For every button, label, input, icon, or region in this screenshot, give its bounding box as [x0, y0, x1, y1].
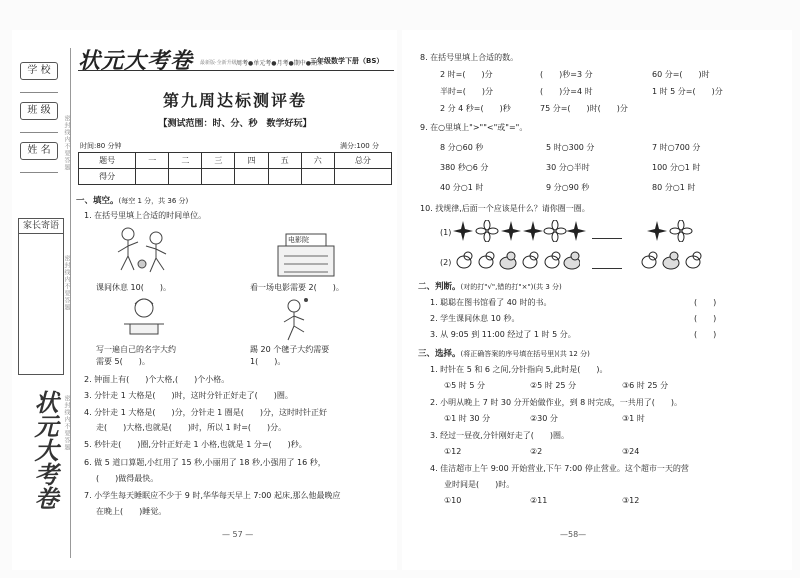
q8-r1-c3: 60 分=( )时 — [652, 70, 710, 79]
family-note-box — [18, 218, 64, 375]
score-header-cell: 三 — [202, 153, 235, 169]
s3-q3-opt2[interactable]: ②2 — [530, 447, 543, 456]
s3-q4-opt2[interactable]: ②11 — [530, 496, 548, 505]
q8-r1-c1: 2 时=( )分 — [440, 70, 493, 79]
class-label: 班 级 — [20, 102, 58, 120]
section1-title: 一、填空。 — [76, 196, 119, 206]
score-cell[interactable] — [202, 169, 235, 185]
duck-icon — [564, 252, 580, 269]
chick-icon[interactable] — [686, 252, 701, 268]
s3-q4-opt3[interactable]: ③12 — [622, 496, 640, 505]
duck-icon — [500, 252, 516, 269]
clover-icon — [544, 220, 566, 242]
section1-note: (每空 1 分，共 36 分) — [118, 197, 189, 205]
q9-r2-c2: 30 分○半时 — [546, 163, 590, 172]
score-header-cell: 一 — [136, 153, 169, 169]
score-cell[interactable] — [136, 169, 169, 185]
q10-options-2[interactable] — [640, 250, 706, 272]
s1-q1c-line2: 需要 5( )。 — [96, 357, 150, 366]
s3-q2-opt1[interactable]: ①1 时 30 分 — [444, 414, 491, 423]
s1-q7-line1: 7. 小学生每天睡眠应不少于 9 时,华华每天早上 7:00 起床,那么他最晚应 — [84, 491, 341, 500]
q9-r3-c2: 9 分○90 秒 — [546, 183, 590, 192]
s1-q7-line2: 在晚上( )睡觉。 — [96, 507, 167, 516]
section2-heading — [418, 280, 562, 292]
q8-r1-c2: ( )秒=3 分 — [540, 70, 593, 79]
four-point-star-icon — [453, 221, 473, 241]
chick-icon — [479, 252, 494, 268]
school-label: 学 校 — [20, 62, 58, 80]
girl-writing-illustration — [120, 296, 168, 338]
score-header-cell: 二 — [169, 153, 202, 169]
name-line — [20, 172, 58, 173]
four-point-star-icon — [523, 221, 543, 241]
q10-answer-line-2[interactable] — [592, 268, 622, 269]
q10-label-2: (2) — [440, 258, 452, 267]
s3-q1-opt3[interactable]: ③6 时 25 分 — [622, 381, 669, 390]
s3-q3-opt3[interactable]: ③24 — [622, 447, 640, 456]
q8-r2-c1: 半时=( )分 — [440, 87, 493, 96]
duck-icon[interactable] — [663, 252, 679, 269]
s3-q1-opt2[interactable]: ②5 时 25 分 — [530, 381, 577, 390]
strip-logo: 状元大考卷 — [30, 390, 59, 510]
s3-q4-line1: 4. 佳洁超市上午 9:00 开始营业,下午 7:00 停止营业。这个超市一天的营 — [430, 464, 689, 473]
section3-note: (将正确答案的序号填在括号里)(共 12 分) — [460, 350, 590, 358]
s1-q4-line2: 走( )大格,也就是( )时，所以 1 时=( )分。 — [96, 423, 287, 432]
four-point-star-icon — [501, 221, 521, 241]
page-number-left: — 57 — — [222, 530, 254, 539]
school-line — [20, 92, 58, 93]
score-row-label: 得分 — [79, 169, 136, 185]
section1-heading — [76, 194, 188, 206]
score-cell[interactable] — [301, 169, 334, 185]
header-rule — [78, 70, 394, 71]
s1-q4-line1: 4. 分针走 1 大格是( )分，分针走 1 圈是( )分，这时时针正好 — [84, 408, 328, 417]
exam-types: 周考●单元考●月考●期中●期末 — [236, 60, 323, 67]
s2-item-3-answer[interactable]: ( ) — [694, 330, 717, 339]
s3-q1: 1. 时针在 5 和 6 之间,分针指向 5,此时是( )。 — [430, 365, 608, 374]
q10-options-1[interactable] — [646, 220, 694, 242]
score-header-cell: 六 — [301, 153, 334, 169]
q9-r1-c3: 7 时○700 分 — [652, 143, 701, 152]
q10-pattern-2 — [455, 250, 580, 272]
s2-item-1-answer[interactable]: ( ) — [694, 298, 717, 307]
name-label: 姓 名 — [20, 142, 58, 160]
s2-item-3: 3. 从 9:05 到 11:00 经过了 1 时 5 分。 — [430, 330, 576, 339]
family-note-title: 家长寄语 — [19, 219, 63, 234]
q8-r2-c3: 1 时 5 分=( )分 — [652, 87, 723, 96]
q8-title: 8. 在括号里填上合适的数。 — [420, 53, 519, 62]
q10-title: 10. 找规律,后面一个应该是什么？请你圈一圈。 — [420, 204, 590, 213]
q9-title: 9. 在○里填上">""<"或"="。 — [420, 123, 528, 132]
section3-heading — [418, 347, 590, 359]
class-line — [20, 132, 58, 133]
score-header-cell: 五 — [268, 153, 301, 169]
s1-q1d-line1: 踢 20 个毽子大约需要 — [250, 345, 330, 354]
s1-q3: 3. 分针走 1 大格是( )时，这时分针正好走了( )圈。 — [84, 391, 293, 400]
seal-text-3: 密封线内不要答题 — [63, 395, 70, 451]
score-header-cell: 题号 — [79, 153, 136, 169]
s1-q6-line1: 6. 做 5 道口算题,小红用了 15 秒,小丽用了 18 秒,小强用了 16 秒， — [84, 458, 326, 467]
q8-r3-c1: 2 分 4 秒=( )秒 — [440, 104, 511, 113]
kid-kicking-shuttlecock-illustration — [278, 296, 312, 342]
q10-pattern-1 — [452, 220, 587, 242]
s1-q5: 5. 秒针走( )圈,分针正好走 1 小格,也就是 1 分=( )秒。 — [84, 440, 307, 449]
score-table-score-row — [79, 169, 392, 185]
s3-q3: 3. 经过一昼夜,分针刚好走了( )圈。 — [430, 431, 569, 440]
s1-q1c-line1: 写一遍自己的名字大约 — [96, 345, 176, 354]
section2-note: (对的打"√",错的打"×")(共 3 分) — [460, 283, 562, 291]
score-table — [78, 152, 392, 185]
s3-q3-opt1[interactable]: ①12 — [444, 447, 462, 456]
q10-answer-line-1[interactable] — [592, 238, 622, 239]
s1-q1: 1. 在括号里填上合适的时间单位。 — [84, 211, 207, 220]
chick-icon — [457, 252, 472, 268]
cinema-sign: 电影院 — [288, 236, 309, 244]
s3-q4-opt1[interactable]: ①10 — [444, 496, 462, 505]
section2-title: 二、判断。 — [418, 282, 461, 292]
score-cell[interactable] — [268, 169, 301, 185]
clover-icon — [476, 220, 498, 242]
q9-r1-c1: 8 分○60 秒 — [440, 143, 484, 152]
four-point-star-icon[interactable] — [647, 221, 667, 241]
chick-icon[interactable] — [642, 252, 657, 268]
score-header-cell: 四 — [235, 153, 268, 169]
q9-r2-c1: 380 秒○6 分 — [440, 163, 489, 172]
s3-q2-opt3[interactable]: ③1 时 — [622, 414, 645, 423]
section3-title: 三、选择。 — [418, 349, 461, 359]
chick-icon — [545, 252, 560, 268]
s1-q1b: 看一场电影需要 2( )。 — [250, 283, 344, 292]
s1-q1a: 课间休息 10( )。 — [96, 283, 171, 292]
kids-playing-illustration — [112, 224, 172, 276]
score-cell[interactable] — [235, 169, 268, 185]
s1-q6-line2: ( )做得最快。 — [96, 474, 159, 483]
s1-q2: 2. 钟面上有( )个大格,( )个小格。 — [84, 375, 230, 384]
s2-item-1: 1. 聪聪在图书馆看了 40 时的书。 — [430, 298, 552, 307]
chick-icon — [523, 252, 538, 268]
logo-badge: 最新版·全新升级 — [200, 60, 237, 66]
s3-q2: 2. 小明从晚上 7 时 30 分开始做作业，到 8 时完成，一共用了( )。 — [430, 398, 683, 407]
clover-icon[interactable] — [670, 220, 692, 242]
s2-item-2: 2. 学生课间休息 10 秒。 — [430, 314, 520, 323]
four-point-star-icon — [566, 221, 586, 241]
q9-r1-c2: 5 时○300 分 — [546, 143, 595, 152]
seal-text-2: 密封线内不要答题 — [63, 255, 70, 311]
time-limit: 时间:80 分钟 — [80, 142, 122, 150]
score-cell[interactable] — [334, 169, 391, 185]
grade-label: 二年级数学下册（BS） — [310, 57, 384, 65]
q9-r3-c3: 80 分○1 时 — [652, 183, 696, 192]
seal-text-1: 密封线内不要答题 — [63, 115, 70, 171]
s3-q2-opt2[interactable]: ②30 分 — [530, 414, 558, 423]
score-cell[interactable] — [169, 169, 202, 185]
s1-q1d-line2: 1( )。 — [250, 357, 286, 366]
q9-r3-c1: 40 分○1 时 — [440, 183, 484, 192]
full-score: 满分:100 分 — [340, 142, 379, 150]
score-table-header-row — [79, 153, 392, 169]
page-number-right: —58— — [560, 530, 587, 539]
q10-label-1: (1) — [440, 228, 452, 237]
brand-logo: 状元大考卷 — [78, 48, 194, 74]
score-header-cell: 总分 — [334, 153, 391, 169]
q9-r2-c3: 100 分○1 时 — [652, 163, 701, 172]
s2-item-2-answer[interactable]: ( ) — [694, 314, 717, 323]
test-scope: 【测试范围：时、分、秒 数学好玩】 — [158, 119, 312, 129]
s3-q1-opt1[interactable]: ①5 时 5 分 — [444, 381, 485, 390]
page-title: 第九周达标测评卷 — [162, 91, 307, 110]
s3-q4-line2: 业时间是( )时。 — [444, 480, 515, 489]
q8-r3-c2: 75 分=( )时( )分 — [540, 104, 628, 113]
q8-r2-c2: ( )分=4 时 — [540, 87, 593, 96]
